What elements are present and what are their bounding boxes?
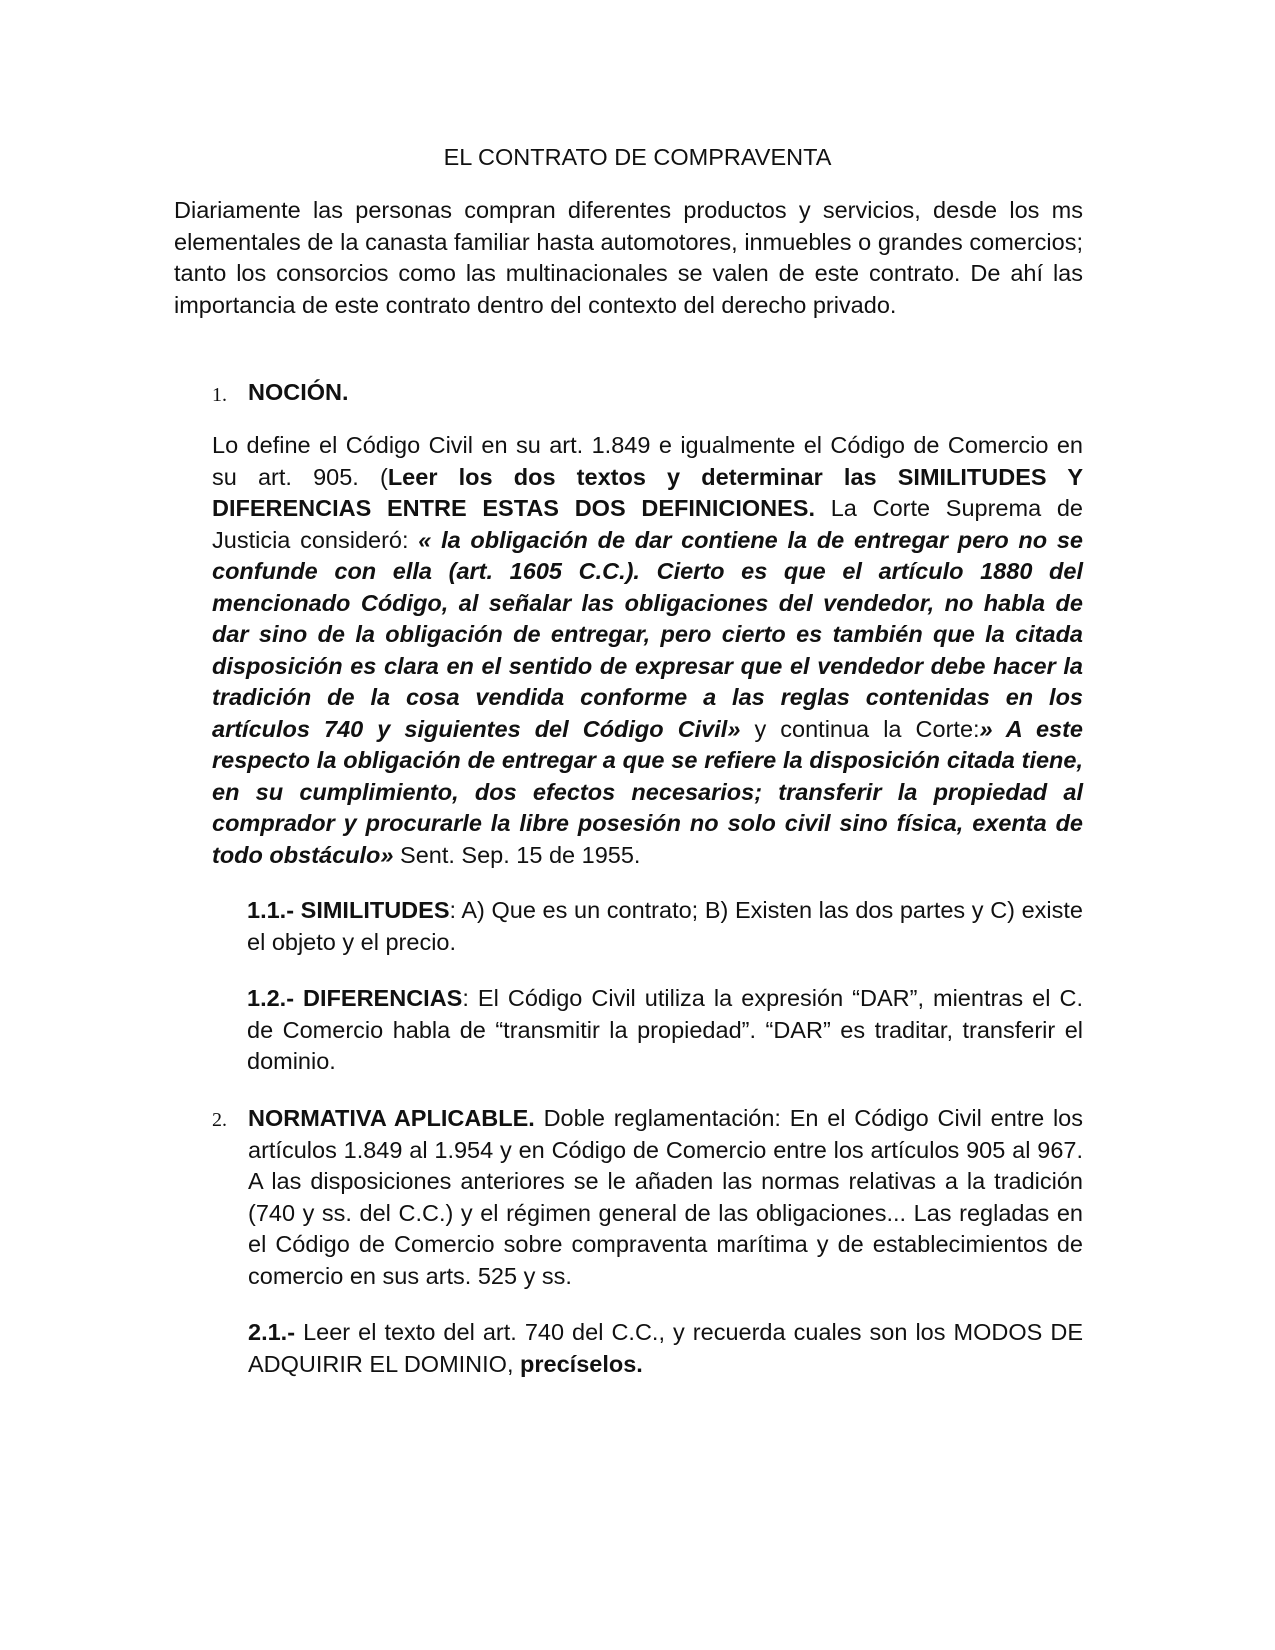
subsection-label: 1.1.- SIMILITUDES [247,897,450,923]
subsection-bold-end: precíselos. [520,1350,643,1377]
court-quote-2: » A este respecto la obligación de entregar a que se refiere la disposición citada tiene, en su cumplimiento, dos efectos necesarios; transferir la propiedad al comprador y procurarle la libre posesión no solo civil sino física, exenta de todo obstáculo» [212,715,1084,868]
court-quote-1: « la obligación de dar contiene la de entregar pero no se confunde con ella (art. 1605 C.C.). Cierto es que el artículo 1880 del mencionado Código, al señalar las obligaciones del vendedor, no habla de dar sino de la obligación de entregar, pero cierto es también que la citada disposición es clara en el sentido de expresar que el vendedor debe hacer la tradición de la cosa vendida conforme a las reglas contenidas en los artículos 740 y siguientes del Código Civil» [212,526,1083,742]
paragraph-text: Doble reglamentación: En el Código Civil entre los artículos 1.849 al 1.954 y en Código de Comercio entre los artículos 905 al 967. A las disposiciones anteriores se le añaden las normas relativas a la tradición (740 y ss. del C.C.) y el régimen general de las obligaciones... Las regladas en el Código de Comercio sobre compraventa marítima y de establecimientos de comercio en sus arts. 525 y ss. [248,1105,1083,1289]
section-1-number: 1. [212,384,227,406]
subsection-label: 2.1.- [248,1319,296,1345]
section-1-paragraph [212,430,1083,871]
subsection-1-1 [247,895,1083,958]
instruction-text: Leer los dos textos y determinar las SIMILITUDES Y DIFERENCIAS ENTRE ESTAS DOS DEFINICIONES. [212,463,1083,521]
document-title: EL CONTRATO DE COMPRAVENTA [443,144,832,170]
subsection-text: Leer el texto del art. 740 del C.C., y recuerda cuales son los MODOS DE ADQUIRIR EL DOMINIO, [248,1319,1083,1377]
paragraph-text: Lo define el Código Civil en su art. 1.849 e igualmente el Código de Comercio en su art. 905. ( [212,432,1083,490]
section-2-number: 2. [212,1109,227,1131]
section-1-heading: NOCIÓN. [248,379,349,405]
subsection-label: 1.2.- DIFERENCIAS [247,985,463,1011]
subsection-1-2 [247,983,1083,1078]
subsection-text: : El Código Civil utiliza la expresión “DAR”, mientras el C. de Comercio habla de “transmitir la propiedad”. “DAR” es traditar, transferir el dominio. [247,985,1083,1074]
paragraph-text: y continua la Corte: [740,715,980,742]
subsection-text: : A) Que es un contrato; B) Existen las dos partes y C) existe el objeto y el precio. [247,897,1084,955]
paragraph-text: La Corte Suprema de Justicia consideró: [212,495,1083,553]
subsection-2-1 [248,1317,1083,1380]
intro-paragraph: Diariamente las personas compran diferentes productos y servicios, desde los ms elementales de la canasta familiar hasta automotores, inmuebles o grandes comercios; tanto los consorcios como las multinacionales se valen de este contrato. De ahí las importancia de este contrato dentro del contexto del derecho privado. [174,197,1083,318]
section-2-paragraph [248,1103,1083,1292]
citation-text: Sent. Sep. 15 de 1955. [393,841,641,868]
section-2-heading: NORMATIVA APLICABLE. [248,1105,535,1131]
